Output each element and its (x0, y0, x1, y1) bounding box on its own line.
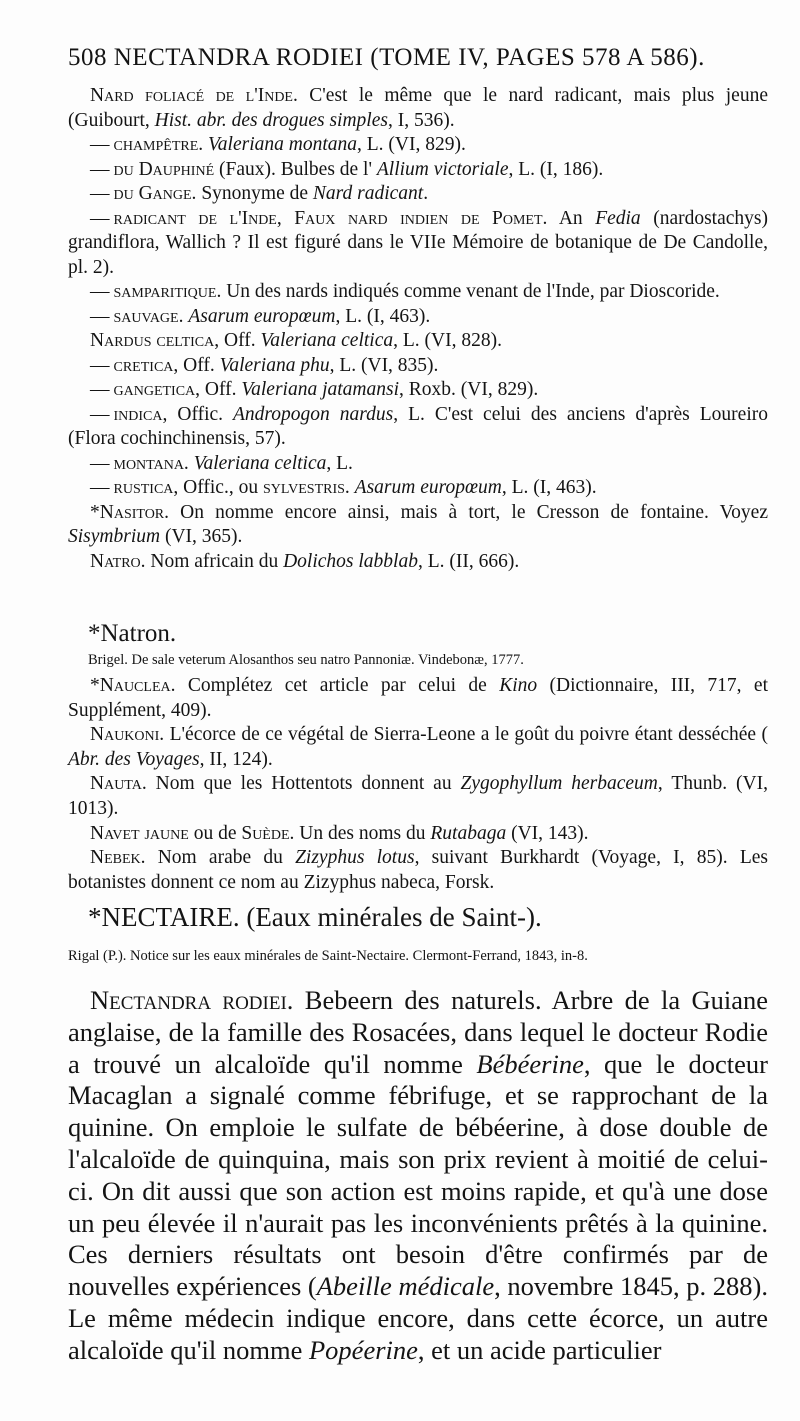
dictionary-entry (68, 354, 768, 379)
entry-ital: Dolichos labblab (283, 550, 418, 572)
entry-body: Nom africain du (145, 550, 284, 572)
entry-head: Naukoni. (90, 724, 165, 746)
entry-body: Complétez cet article par celui de (175, 675, 500, 696)
entry-head: Navet jaune (90, 822, 189, 844)
natron-heading: *Natron. (88, 620, 177, 647)
entry-dash: — (90, 477, 110, 498)
entry-tail: , L. (VI, 829). (357, 134, 466, 155)
running-ref: (TOME IV, PAGES 578 A 586). (370, 44, 705, 71)
entry-tail: (Dictionnaire, III, 717, et Supplément, 409). (68, 675, 768, 721)
entry-ital: Rutabaga (430, 822, 507, 844)
entry-head: cretica, (113, 354, 179, 376)
dictionary-entry (68, 133, 768, 158)
entry-body: Nom arabe du (145, 847, 296, 869)
entry-tail: , Thunb. (VI, 1013). (68, 773, 768, 819)
dictionary-entry (68, 674, 768, 723)
entry-ital: Asarum europœum (354, 477, 502, 498)
entry-tail: , L. (VI, 835). (329, 354, 439, 376)
dictionary-entry (68, 501, 768, 550)
entry-tail: , L. (II, 666). (417, 550, 520, 572)
entry-head: *Nasitor. (90, 501, 170, 523)
dictionary-entry (68, 822, 768, 847)
entry-head: Nardus celtica, (90, 330, 220, 351)
entry-tail: , L. (I, 463). (335, 305, 431, 327)
entry-head: champêtre. (113, 134, 204, 155)
entry-tail: , L. (I, 186). (508, 158, 604, 180)
dictionary-entry (68, 723, 768, 772)
entry-dash: — (90, 183, 110, 204)
natron-reference: Brigel. De sale veterum Alosanthos seu natro Pannoniæ. Vindebonæ, 1777. (88, 652, 524, 668)
dictionary-entry (68, 84, 768, 133)
entry-ital: Valeriana celtica (193, 452, 327, 474)
entry-ital: Hist. abr. des drogues simples (154, 109, 388, 131)
entry-head: Natro. (90, 550, 146, 572)
entry-dash: — (90, 134, 110, 155)
entry-tail: , Roxb. (VI, 829). (399, 379, 539, 400)
article-italic-2: Abeille médicale (316, 1271, 495, 1302)
entry-head2: Suède. (241, 822, 295, 844)
entry-head: Nard foliacé de l'Inde. (90, 85, 298, 106)
entry-tail: , L. C'est celui des anciens d'après Loureiro (Flora cochinchinensis, 57). (68, 403, 768, 449)
entry-ital: Valeriana montana (208, 134, 358, 155)
entry-tail: , suivant Burkhardt (Voyage, I, 85). Les botanistes donnent ce nom au Zizyphus nabeca, Forsk. (68, 847, 768, 893)
entry-body: Un des nards indiqués comme venant de l'Inde, par Dioscoride. (221, 281, 720, 302)
entry-ital: Valeriana celtica (260, 330, 394, 351)
entry-head: radicant de l'Inde, Faux nard indien de Pomet. (113, 207, 548, 229)
nectaire-heading: *NECTAIRE. (Eaux minérales de Saint-). (88, 902, 542, 932)
entry-body: Off. (178, 354, 220, 376)
dictionary-entry (68, 846, 768, 895)
entry-head: rustica, (113, 477, 179, 498)
entry-tail: , L. (I, 463). (501, 477, 597, 498)
entry-body: L'écorce de ce végétal de Sierra-Leone a le goût du poivre étant desséchée ( (164, 724, 768, 746)
entry-body: Off. (200, 379, 242, 400)
dictionary-entry (68, 207, 768, 281)
entry-tail: . (423, 183, 429, 204)
page-number: 508 (68, 44, 107, 71)
dictionary-entry (68, 329, 768, 354)
entry-dash: — (90, 354, 110, 376)
entry-dash: — (90, 281, 110, 302)
entries-block-1 (68, 84, 768, 574)
entry-body: Synonyme de (196, 183, 313, 204)
entry-dash: — (90, 305, 110, 327)
dictionary-entry (68, 378, 768, 403)
article-text-3: , novembre 1845, p. 288). Le même médecin indique encore, dans cette écorce, un autre alcaloïde qu'il nomme (68, 1271, 768, 1365)
entry-body: Offic. (167, 403, 234, 425)
dictionary-entry (68, 550, 768, 575)
entry-tail: (VI, 365). (160, 526, 243, 547)
entry-head: montana. (113, 452, 189, 474)
entry-head: du Gange. (113, 183, 197, 204)
entry-head: du Dauphiné (113, 158, 215, 180)
page-header (68, 44, 768, 72)
entry-ital: Asarum europœum (188, 305, 336, 327)
entry-head: gangetica, (113, 379, 201, 400)
entry-ital: Kino (499, 675, 538, 696)
nectaire-reference: Rigal (P.). Notice sur les eaux minérales de Saint-Nectaire. Clermont-Ferrand, 1843, in-8. (68, 948, 588, 964)
entry-ital: Valeriana phu (219, 354, 330, 376)
dictionary-entry (68, 182, 768, 207)
entry-body: ou de (188, 822, 242, 844)
entry-ital: Zizyphus lotus (295, 847, 415, 869)
entry-ital: Valeriana jatamansi (241, 379, 400, 400)
entry-head: indica, (113, 403, 168, 425)
dictionary-entry (68, 158, 768, 183)
entry-head: *Nauclea. (90, 675, 176, 696)
entry-head: sauvage. (113, 305, 184, 327)
entry-ital: Allium victoriale (376, 158, 509, 180)
entry-tail: , I, 536). (387, 109, 455, 131)
entry-tail: , L. (326, 452, 353, 474)
entry-body: Offic., ou (178, 477, 263, 498)
entry-tail: , L. (VI, 828). (393, 330, 502, 351)
nectandra-article (68, 985, 768, 1367)
entry-tail: (nardostachys) grandiflora, Wallich ? Il est figuré dans le VIIe Mémoire de botanique de De Candolle, pl. 2). (68, 207, 768, 278)
entry-head2: sylvestris. (262, 477, 350, 498)
article-text-1: Bebeern des naturels. Arbre de la Guiane anglaise, de la famille des Rosacées, dans lequel le docteur Rodie a trouvé un alcaloïde qu'il nomme (68, 985, 769, 1079)
article-italic-1: Bébéerine (476, 1048, 584, 1079)
entry-tail: (VI, 143). (506, 822, 589, 844)
entry-ital: Sisymbrium (68, 526, 161, 547)
article-text-2: , que le docteur Macaglan a signalé comme fébrifuge, et se rapprochant de la quinine. On emploie le sulfate de bébéerine, à dose double de l'alcaloïde de quinquina, mais son prix revient à moitié de celui-ci. On dit aussi que son action est moins rapide, et qu'à une dose un peu élevée il n'aurait pas les inconvénients prêtés à la quinine. Ces derniers résultats ont besoin d'être confirmés par de nouvelles expériences ( (68, 1048, 768, 1302)
entry-ital: Andropogon nardus (233, 403, 394, 425)
entry-dash: — (90, 403, 110, 425)
entry-body: Off. (219, 330, 261, 351)
article-text-4: , et un acide particulier (417, 1334, 662, 1365)
entry-ital: Zygophyllum herbaceum (460, 773, 658, 795)
entry-head: Nauta. (90, 773, 147, 795)
running-title: NECTANDRA RODIEI (113, 44, 364, 71)
article-head: Nectandra rodiei. (90, 985, 294, 1015)
entry-body: C'est le même que le nard radicant, mais plus jeune (Guibourt, (68, 85, 768, 131)
entry-head: samparitique. (113, 281, 222, 302)
entry-body: Nom que les Hottentots donnent au (146, 773, 461, 795)
article-italic-3: Popéerine (309, 1334, 418, 1365)
entry-body: On nomme encore ainsi, mais à tort, le Cresson de fontaine. Voyez (169, 501, 768, 523)
dictionary-entry (68, 476, 768, 501)
dictionary-entry (68, 452, 768, 477)
entry-head: Nebek. (90, 847, 146, 869)
entry-dash: — (90, 158, 110, 180)
entry-body2: Un des noms du (294, 822, 431, 844)
entry-body: An (547, 207, 596, 229)
dictionary-entry (68, 772, 768, 821)
entry-tail: , II, 124). (199, 748, 273, 770)
entry-dash: — (90, 207, 110, 229)
dictionary-entry (68, 280, 768, 305)
entry-ital: Nard radicant (312, 183, 424, 204)
entry-dash: — (90, 452, 110, 474)
dictionary-entry (68, 403, 768, 452)
entry-body: (Faux). Bulbes de l' (214, 158, 372, 180)
entries-block-2 (68, 674, 768, 895)
dictionary-entry (68, 305, 768, 330)
entry-ital: Fedia (595, 207, 641, 229)
entry-ital: Abr. des Voyages (68, 748, 200, 770)
entry-dash: — (90, 379, 110, 400)
